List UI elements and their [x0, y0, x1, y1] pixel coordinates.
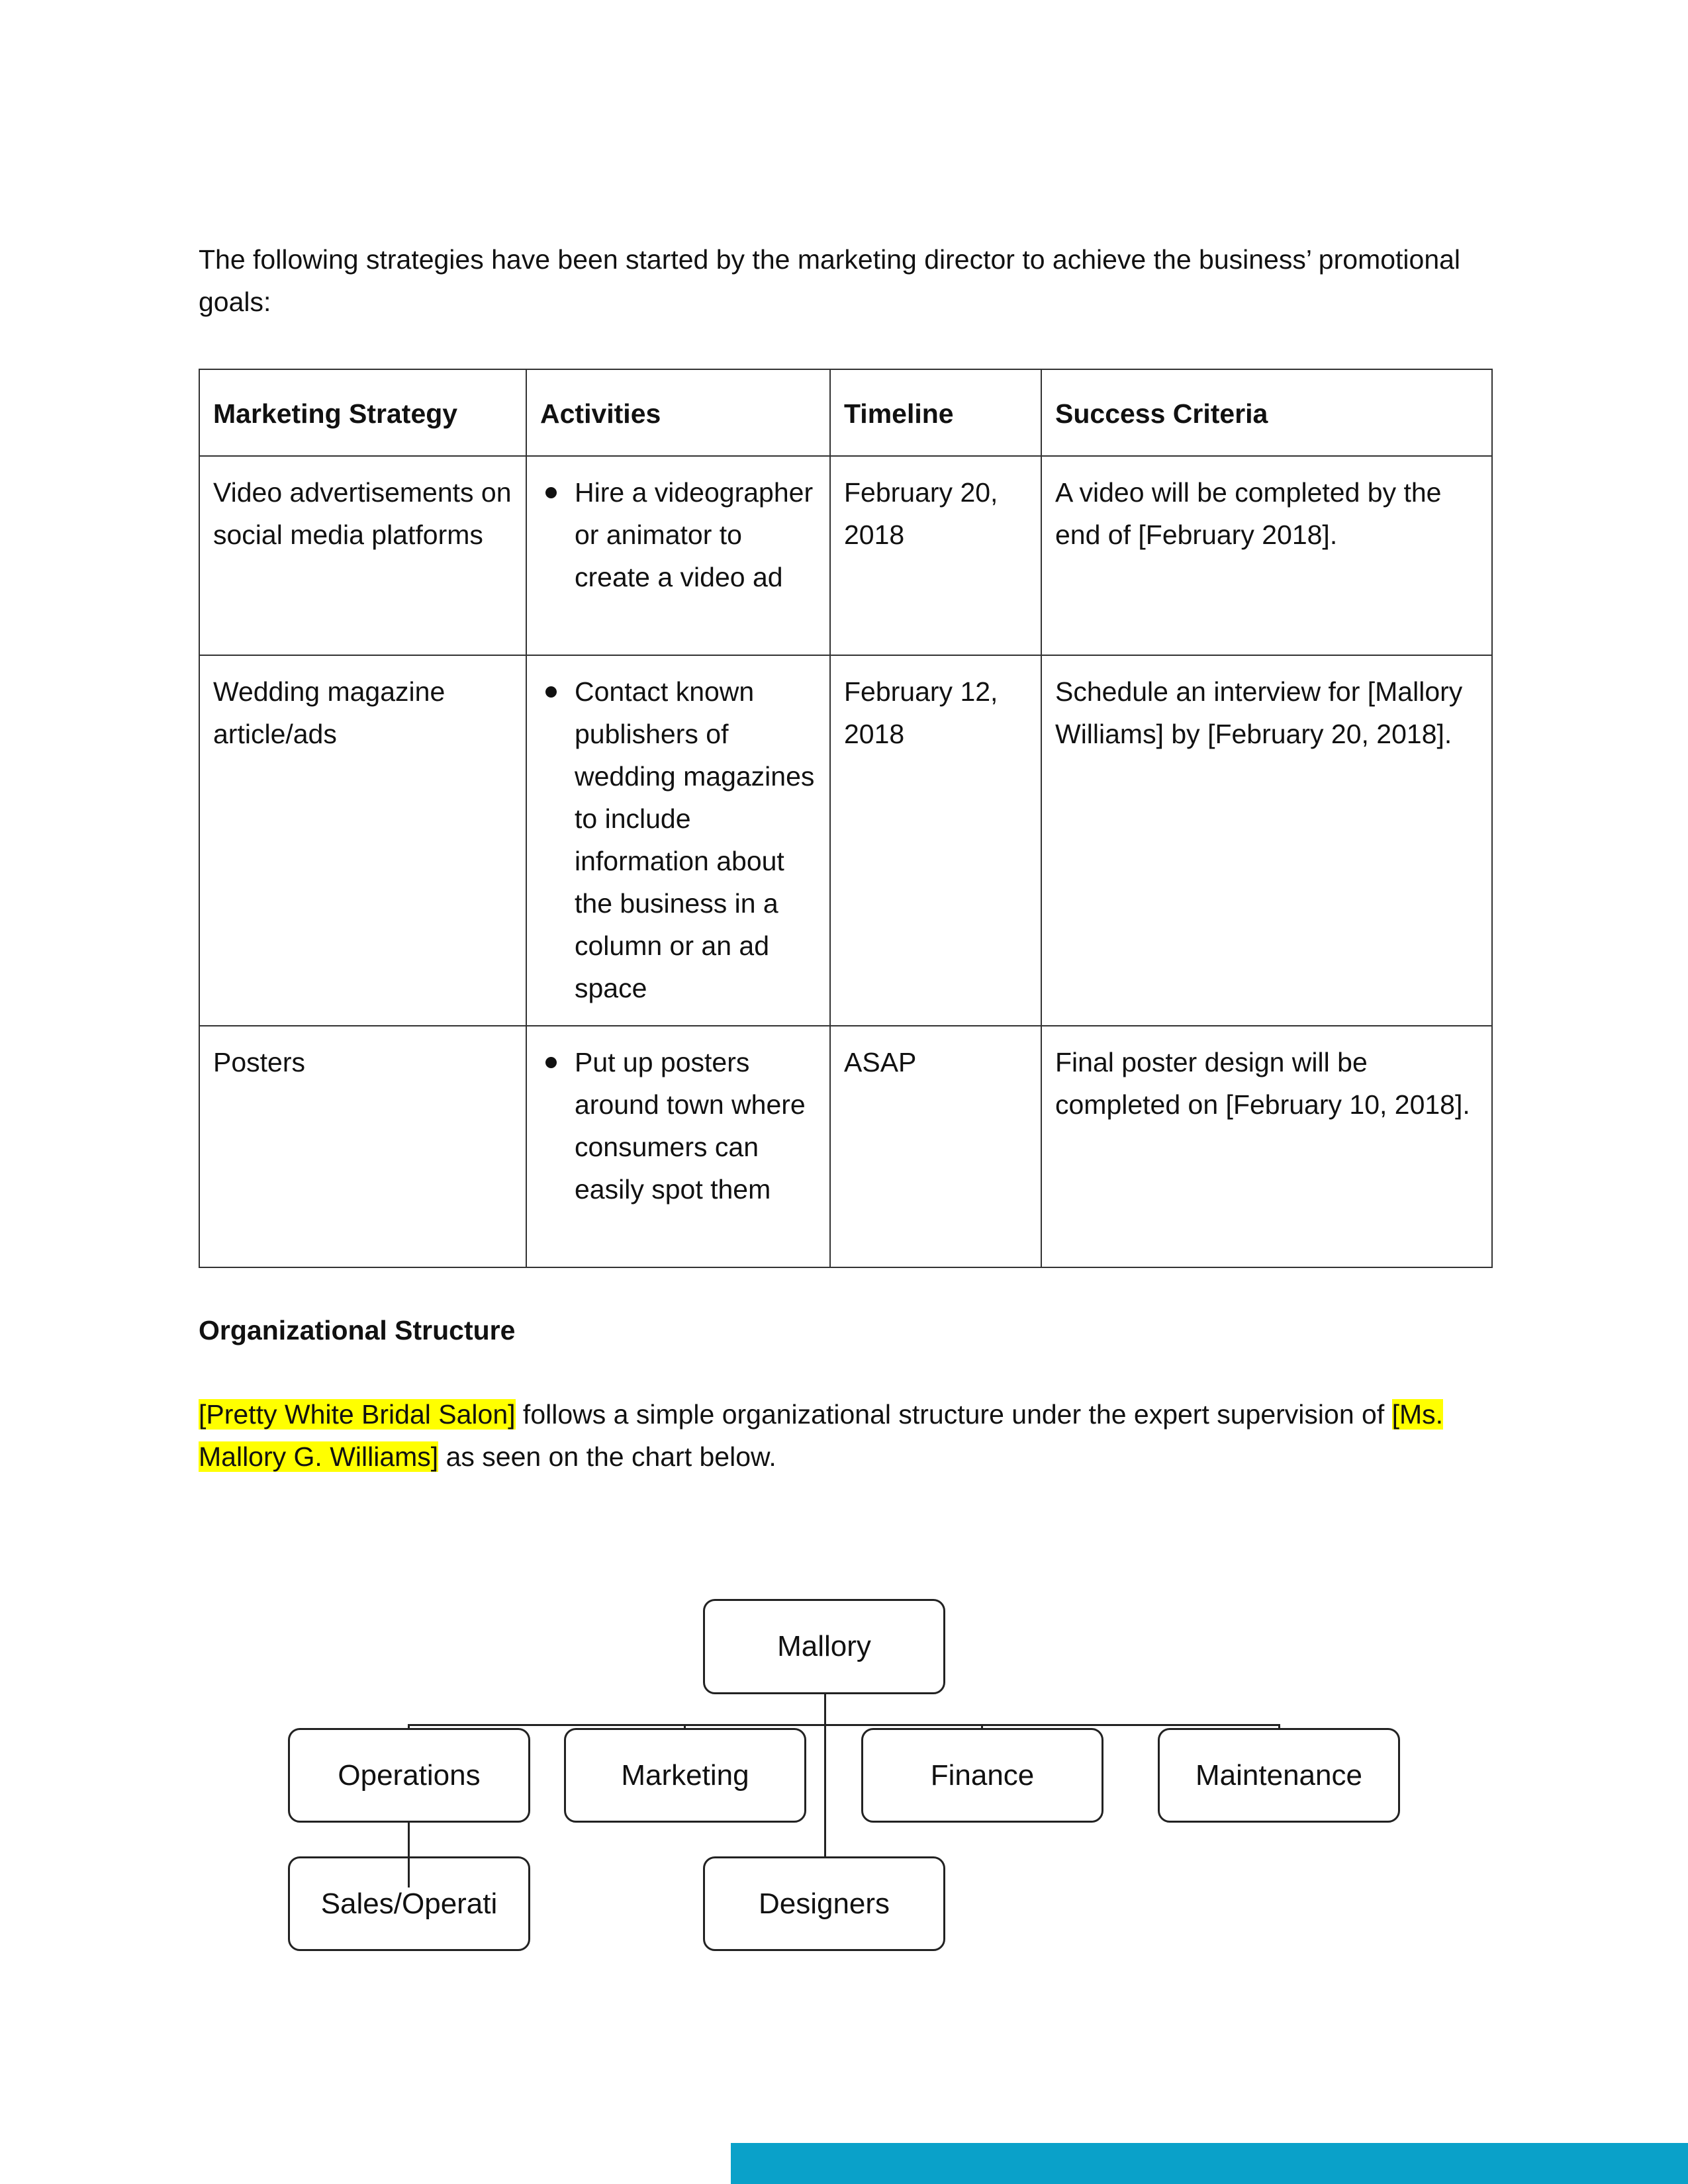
org-box-designers: Designers — [703, 1856, 945, 1951]
strategy-cell: Video advertisements on social media platforms — [199, 456, 526, 655]
connector-line — [1278, 1724, 1280, 1739]
director-name-placeholder: [Ms. Mallory G. Williams] — [199, 1399, 1444, 1472]
strategy-cell: Wedding magazine article/ads — [199, 655, 526, 1026]
table-header-row — [199, 369, 1492, 456]
timeline-cell: February 12, 2018 — [830, 655, 1041, 1026]
table-row — [199, 655, 1492, 1026]
org-paragraph — [199, 1393, 1493, 1478]
timeline-cell: February 20, 2018 — [830, 456, 1041, 655]
criteria-cell: Schedule an interview for [Mallory Williams] by [February 20, 2018]. — [1041, 655, 1492, 1026]
activity-item: Contact known publishers of wedding magazines to include information about the business in a column or an ad space — [575, 670, 816, 1009]
activity-list — [540, 471, 816, 598]
activities-cell — [526, 1026, 830, 1267]
org-box-sales-operations: Sales/Operati — [288, 1856, 530, 1951]
timeline-cell: ASAP — [830, 1026, 1041, 1267]
header-marketing-strategy: Marketing Strategy — [199, 369, 526, 456]
section-heading: Organizational Structure — [199, 1315, 516, 1345]
intro-paragraph: The following strategies have been started by the marketing director to achieve the business’ promotional goals: — [199, 244, 1461, 317]
connector-line — [408, 1823, 410, 1888]
org-box-mallory: Mallory — [703, 1599, 945, 1694]
activity-list — [540, 670, 816, 1009]
activities-cell — [526, 655, 830, 1026]
org-box-operations: Operations — [288, 1728, 530, 1823]
connector-line — [824, 1694, 826, 1857]
org-paragraph-end: as seen on the chart below. — [438, 1441, 776, 1472]
activity-item: Put up posters around town where consumers can easily spot them — [575, 1041, 816, 1210]
strategy-cell: Posters — [199, 1026, 526, 1267]
footer-accent-bar — [731, 2143, 1688, 2184]
org-box-maintenance: Maintenance — [1158, 1728, 1400, 1823]
table-row — [199, 456, 1492, 655]
connector-line — [981, 1724, 983, 1739]
connector-line — [408, 1724, 1280, 1726]
header-timeline: Timeline — [830, 369, 1041, 456]
header-activities: Activities — [526, 369, 830, 456]
criteria-cell: A video will be completed by the end of [February 2018]. — [1041, 456, 1492, 655]
criteria-cell: Final poster design will be completed on [February 10, 2018]. — [1041, 1026, 1492, 1267]
org-box-finance: Finance — [861, 1728, 1103, 1823]
table-row — [199, 1026, 1492, 1267]
activity-item: Hire a videographer or animator to create a video ad — [575, 471, 816, 598]
org-box-marketing: Marketing — [564, 1728, 806, 1823]
activity-list — [540, 1041, 816, 1210]
header-success-criteria: Success Criteria — [1041, 369, 1492, 456]
connector-line — [684, 1724, 686, 1739]
marketing-strategy-table — [199, 369, 1493, 1268]
connector-line — [408, 1724, 410, 1739]
org-paragraph-text: follows a simple organizational structure under the expert supervision of — [515, 1399, 1392, 1430]
company-name-placeholder: [Pretty White Bridal Salon] — [199, 1399, 516, 1430]
activities-cell — [526, 456, 830, 655]
